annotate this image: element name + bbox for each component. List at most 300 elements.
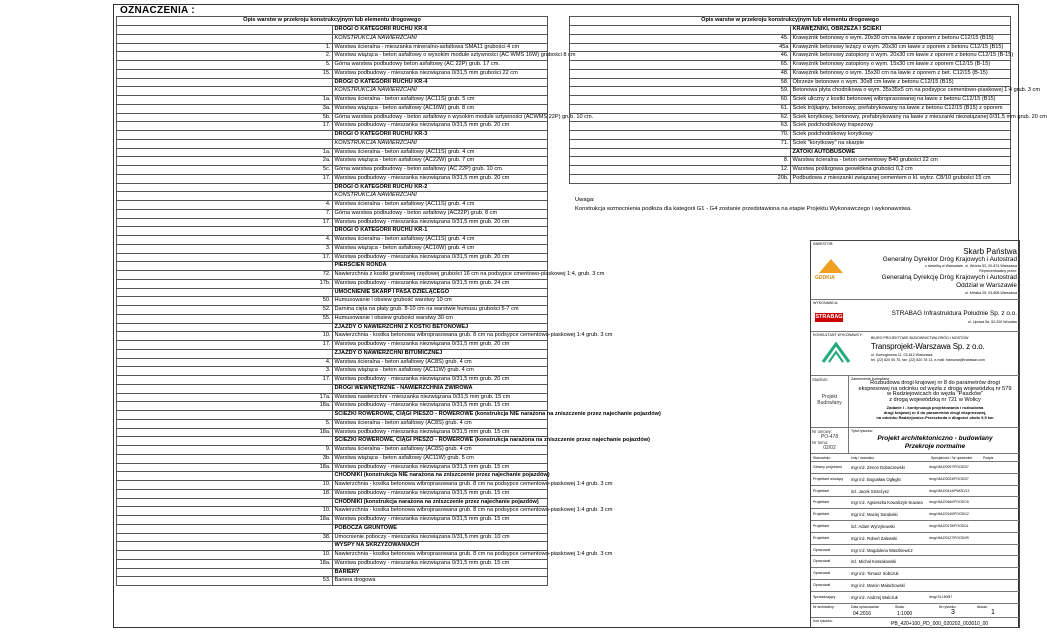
date-value: 04.2016 bbox=[853, 611, 872, 617]
table-row bbox=[117, 332, 548, 341]
row-number: 3. bbox=[117, 367, 333, 376]
row-description: Warstwa wiążąca - beton asfaltowy (AC16W) grub. 8 cm bbox=[332, 104, 548, 113]
row-description: POBOCZA GRUNTOWE bbox=[332, 524, 548, 533]
person-name: inż. Jacek Strzeżysz bbox=[851, 488, 889, 494]
row-number: 9. bbox=[117, 446, 333, 455]
row-description: Umocnienie poboczy - mieszanka niezwiązana 0/31,5 mm grub. 10 cm bbox=[332, 533, 548, 542]
row-description: Ściek "korytkowy" na skarpie bbox=[790, 139, 1011, 148]
row-number: 1a. bbox=[117, 96, 333, 105]
row-description: UMOCNIENIE SKARP I PASA DZIELĄCEGO bbox=[332, 288, 548, 297]
row-description: ŚCIEŻKI ROWEROWE, CIĄGI PIESZO - ROWEROWE (konstrukcja NIE narażona na zniszczenie przez najechanie pojazdów) bbox=[332, 411, 548, 420]
table-row bbox=[570, 157, 1011, 166]
person-role: Sprawdzający bbox=[813, 594, 836, 599]
person-row bbox=[811, 544, 1019, 556]
row-number bbox=[117, 34, 333, 43]
row-description: Obrzeże betonowe o wym. 30x8 cm ławie z betonu C12/15 (B15) bbox=[790, 78, 1011, 87]
scale-value: 1:1000 bbox=[897, 611, 913, 617]
row-description: Warstwa wiążąca - beton asfaltowy (AC16W) grub. 4 cm bbox=[332, 244, 548, 253]
row-number: 4. bbox=[117, 358, 333, 367]
designer-section bbox=[811, 331, 1019, 375]
person-name: mgr inż. Bogusław Ogłęgło bbox=[851, 476, 901, 482]
row-number bbox=[117, 183, 333, 192]
row-description: DROGI O KATEGORII RUCHU KR-3 bbox=[332, 131, 548, 140]
table-row bbox=[117, 419, 548, 428]
table-row bbox=[117, 166, 548, 175]
table-row bbox=[117, 201, 548, 210]
table-row bbox=[117, 279, 548, 288]
table-row bbox=[117, 358, 548, 367]
row-description: Warstwa ścieralna - beton asfaltowy (AC11S) grub. 4 cm bbox=[332, 236, 548, 245]
row-description: Betonowa płyta chodnikowa o wym. 35x35x5 cm na podsypce cementowo-piaskowej 1:4 grub. 3 cm bbox=[790, 87, 1011, 96]
person-name: mgr inż. Andrzej Walczuk bbox=[851, 594, 898, 600]
designer-label: KONSULTANT WYKONAWCY: bbox=[813, 333, 863, 337]
investor-label: INWESTOR: bbox=[813, 242, 834, 246]
person-spec: drogi MAZ/0460/POOD/15 bbox=[929, 500, 969, 505]
row-number bbox=[117, 323, 333, 332]
table-row bbox=[117, 349, 548, 358]
row-number: 45a bbox=[570, 43, 791, 52]
row-number: 53. bbox=[117, 577, 333, 586]
table-header: Opis warstw w przekroju konstrukcyjnym lub elementu drogowego bbox=[570, 17, 1011, 26]
table-row bbox=[117, 253, 548, 262]
sign-header: Podpis bbox=[983, 456, 994, 460]
legend-heading: OZNACZENIA : bbox=[120, 5, 195, 16]
row-number: 59. bbox=[570, 87, 791, 96]
table-row bbox=[570, 87, 1011, 96]
person-row bbox=[811, 473, 1019, 485]
row-description: ZJAZDY O NAWIERZCHNI BITUMICZNEJ bbox=[332, 349, 548, 358]
name-header: Imię i nazwisko bbox=[851, 456, 874, 460]
row-number: 17. bbox=[117, 253, 333, 262]
person-row bbox=[811, 496, 1019, 508]
row-number: 15. bbox=[117, 69, 333, 78]
table-row bbox=[117, 26, 548, 35]
contractor-section bbox=[811, 299, 1019, 331]
person-spec: drogi MAZ/0127/POOD/09 bbox=[929, 535, 969, 540]
table-row bbox=[117, 113, 548, 122]
person-row bbox=[811, 579, 1019, 591]
table-row bbox=[117, 288, 548, 297]
row-number: 18a. bbox=[117, 402, 333, 411]
row-number: 58. bbox=[570, 78, 791, 87]
archive-label: Nr archiwalny: bbox=[813, 605, 835, 609]
task-line-3: w Radziejowicach do węzła "Paszków" bbox=[887, 391, 983, 398]
row-number bbox=[117, 411, 333, 420]
transprojekt-logo-icon bbox=[823, 342, 849, 364]
row-description: Warstwa ścieralna - beton asfaltowy (AC8S) grub. 4 cm bbox=[332, 358, 548, 367]
row-number bbox=[117, 288, 333, 297]
row-number bbox=[570, 148, 791, 157]
revision-label: Aktual.: bbox=[977, 605, 989, 609]
row-description: Warstwa podbudowy - mieszanka niezwiązana 0/31,5 mm grub. 20 cm bbox=[332, 253, 548, 262]
table-row bbox=[117, 218, 548, 227]
table-row bbox=[570, 131, 1011, 140]
code-value: PB_420+100_PD_000_020202_003010_00 bbox=[891, 621, 989, 627]
person-name: mgr inż. Marcin Małachowski bbox=[851, 583, 905, 588]
table-row bbox=[117, 367, 548, 376]
row-description: Warstwa podbudowy - mieszanka niezwiązana 0/31,5 mm grubości 22 cm bbox=[332, 69, 548, 78]
row-description: Warstwa podbudowy - mieszanka niezwiązana 0/31,5 mm grub. 24 cm bbox=[332, 279, 548, 288]
table-row bbox=[117, 87, 548, 96]
row-description: Warstwa podbudowy - mieszanka niezwiązana 0/31,5 mm grub. 15 cm bbox=[332, 516, 548, 525]
scale-label: Skala: bbox=[895, 605, 905, 609]
row-number: 17. bbox=[117, 122, 333, 131]
row-description: Nawierzchnia - kostka betonowa wibroprasowana grub. 8 cm na podsypce cementowo-piaskowej 1:4 grub. 3 cm bbox=[332, 507, 548, 516]
table-row bbox=[570, 52, 1011, 61]
spec-header: Specjalność / Nr uprawnień bbox=[931, 456, 973, 460]
row-number: 18a. bbox=[117, 516, 333, 525]
row-number bbox=[117, 26, 333, 35]
table-row bbox=[570, 139, 1011, 148]
table-row bbox=[117, 34, 548, 43]
row-description: Warstwa podbudowy - mieszanka niezwiązana 0/31,5 mm grub. 20 cm bbox=[332, 376, 548, 385]
table-row bbox=[117, 78, 548, 87]
note-label: Uwaga: bbox=[575, 197, 595, 203]
table-row bbox=[117, 122, 548, 131]
date-label: Data opracowania: bbox=[851, 605, 880, 609]
row-number: 10. bbox=[117, 332, 333, 341]
table-row bbox=[117, 174, 548, 183]
table-row bbox=[117, 446, 548, 455]
person-name: mgr inż. Agnieszka Kowalczyk-Suwara bbox=[851, 500, 923, 506]
row-description: Warstwa podbudowy - mieszanka niezwiązana 0/31,5 mm grub. 20 cm bbox=[332, 218, 548, 227]
row-description: Ściek korytkowy, betonowy, prefabrykowany na ławie z mieszanki niezwiązanej 0/31,5 mm grub. 20 cm bbox=[790, 113, 1011, 122]
table-row bbox=[117, 244, 548, 253]
person-spec: drogi MAZ/0097/POOD/07 bbox=[929, 465, 969, 469]
note bbox=[575, 195, 912, 213]
table-row bbox=[570, 78, 1011, 87]
task-line-7: na odcinku Radziejowice-Przeszkoda o długości około 9,5 km bbox=[876, 415, 994, 421]
row-description: Warstwa ścieralna - beton asfaltowy (AC11S) grub. 5 cm bbox=[332, 96, 548, 105]
table-row bbox=[570, 148, 1011, 157]
row-description: Podbudowa z mieszanki związanej cementem o kl. wytrz. C8/10 grubości 15 cm bbox=[790, 174, 1011, 183]
row-number: 17b. bbox=[117, 279, 333, 288]
person-spec: drogi MAZ/0023/POOD/07 bbox=[929, 476, 969, 481]
row-description: KRAWĘŻNIKI, OBRZEŻA I ŚCIEKI bbox=[790, 26, 1011, 35]
person-spec: drogi MAZ/0140/POOD/12 bbox=[929, 512, 969, 517]
table-row bbox=[117, 96, 548, 105]
table-row bbox=[117, 157, 548, 166]
row-description: Ściek uliczny z kostki betonowej wibroprasowanej na ławie z betonu C12/15 (B15) bbox=[790, 96, 1011, 105]
row-description: DROGI O KATEGORII RUCHU KR-1 bbox=[332, 227, 548, 236]
table-row bbox=[117, 489, 548, 498]
folder-label: Nr tomu: bbox=[812, 440, 829, 445]
row-number: 18a. bbox=[117, 428, 333, 437]
person-name: mgr inż. Zenon Dobaczewski bbox=[851, 465, 905, 470]
row-number bbox=[117, 472, 333, 481]
row-number: 2. bbox=[117, 52, 333, 61]
row-number bbox=[117, 498, 333, 507]
contractor-address: ul. Lipowa 5a, 52-200 Wrocław bbox=[967, 320, 1017, 324]
person-row bbox=[811, 567, 1019, 579]
table-row bbox=[117, 262, 548, 271]
row-number bbox=[117, 139, 333, 148]
person-role: Projektant bbox=[813, 535, 830, 540]
table-row bbox=[117, 533, 548, 542]
table-header: Opis warstw w przekroju konstrukcyjnym lub elementu drogowego bbox=[117, 17, 548, 26]
person-role: Projektant bbox=[813, 488, 830, 493]
row-description: Warstwa podbudowy - mieszanka niezwiązana 0/31,5 mm grub. 15 cm bbox=[332, 489, 548, 498]
row-number: 60. bbox=[570, 96, 791, 105]
task-line-4: z drogą wojewódzką nr 721 w Wolicy bbox=[889, 396, 981, 403]
footer-meta bbox=[811, 603, 1019, 617]
row-number bbox=[117, 384, 333, 393]
row-description: CHODNIKI (konstrukcja narażona na zniszczenie przez najechanie pojazdów) bbox=[332, 498, 548, 507]
row-number: 5. bbox=[117, 61, 333, 70]
person-row bbox=[811, 555, 1019, 567]
row-number: 72. bbox=[117, 271, 333, 280]
row-number: 17. bbox=[117, 218, 333, 227]
task-line-1: Rozbudowa drogi krajowej nr 8 do parametrów drogi bbox=[870, 380, 1000, 386]
row-description: Górna warstwa podbudowy beton asfaltowy (AC 22P) grub. 17 cm. bbox=[332, 61, 548, 70]
table-row bbox=[117, 69, 548, 78]
person-row bbox=[811, 532, 1019, 544]
row-number: 3a. bbox=[117, 104, 333, 113]
row-number bbox=[117, 131, 333, 140]
gddkia-logo-icon bbox=[819, 259, 843, 273]
row-description: DROGI O KATEGORII RUCHU KR-6 bbox=[332, 26, 548, 35]
row-description: Warstwa ścieralna - mieszanka mineralno-asfaltowa SMA11 grubości 4 cm bbox=[332, 43, 548, 52]
drawing-title-label: Tytuł rysunku: bbox=[851, 429, 874, 433]
row-description: Warstwa nawierzchni - mieszanka niezwiązana 0/31,5 mm grub. 15 cm bbox=[332, 393, 548, 402]
row-description: Humusowanie i obsiew grubości warstwy 30 cm bbox=[332, 314, 548, 323]
row-description: KONSTRUKCJA NAWIERZCHNI bbox=[332, 139, 548, 148]
people-header bbox=[811, 453, 1019, 461]
row-number: 3b. bbox=[117, 454, 333, 463]
designer-line-2: Transprojekt-Warszawa Sp. z o.o. bbox=[871, 342, 985, 351]
row-description: Warstwa podbudowy - mieszanka niezwiązana 0/31,5 mm grub. 15 cm bbox=[332, 559, 548, 568]
row-description: DROGI WEWNĘTRZNE - NAWIERZCHNIA ŻWIROWA bbox=[332, 384, 548, 393]
person-row bbox=[811, 461, 1019, 473]
row-description: Nawierzchnia - kostka betonowa wibroprasowana grub. 8 cm na podsypce cementowo-piaskowej 1:4 grub. 3 cm bbox=[332, 332, 548, 341]
row-description: Nawierzchnia - kostka betonowa wibroprasowana grub. 8 cm na podsypce cementowo-piaskowej 1:4 grub. 3 cm bbox=[332, 551, 548, 560]
table-row bbox=[117, 577, 548, 586]
row-number: 12. bbox=[570, 166, 791, 175]
drawing-title-line-1: Projekt architektoniczno - budowlany bbox=[877, 435, 993, 442]
row-number: 17a. bbox=[117, 393, 333, 402]
table-row bbox=[117, 104, 548, 113]
person-spec: drogi St-150/87 bbox=[929, 594, 953, 599]
row-number: 7. bbox=[117, 209, 333, 218]
table-row bbox=[117, 139, 548, 148]
drawing-title-line-2: Przekroje normalne bbox=[904, 443, 966, 450]
table-row bbox=[117, 271, 548, 280]
contract-label: Nr umowy: bbox=[812, 429, 833, 434]
row-description: Warstwa poślizgowa geowłókna grubości 0,2 cm bbox=[790, 166, 1011, 175]
person-name: mgr inż. Maciej Sanduski bbox=[851, 512, 898, 518]
row-number: 10. bbox=[117, 551, 333, 560]
table-row bbox=[117, 61, 548, 70]
task-label: Zamierzenie budowlane: bbox=[851, 377, 891, 381]
person-row bbox=[811, 591, 1019, 603]
row-number: 50. bbox=[117, 297, 333, 306]
row-description: Krawężnik betonowy o wym. 20x30 cm na ławie z oporem z betonu C12/15 (B15) bbox=[790, 34, 1011, 43]
table-row bbox=[117, 314, 548, 323]
row-number: 18a. bbox=[117, 559, 333, 568]
person-name: inż. Adam Wyrzykowski bbox=[851, 524, 895, 529]
row-number: 65. bbox=[570, 61, 791, 70]
person-name: mgr inż. Robert Zalewski bbox=[851, 535, 898, 541]
row-description: Ściek podchodnikowy korytkowy bbox=[790, 131, 1011, 140]
row-description: Warstwa podbudowy - mieszanka niezwiązana 0/31,5 mm grub. 20 cm bbox=[332, 174, 548, 183]
table-row bbox=[117, 183, 548, 192]
row-number: 10. bbox=[117, 507, 333, 516]
row-description: Warstwa wiążąca - beton asfaltowy (AC11W) grub. 4 cm bbox=[332, 367, 548, 376]
row-number: 18a. bbox=[117, 463, 333, 472]
row-description: Warstwa podbudowy - mieszanka niezwiązana 0/31,5 mm grub. 20 cm bbox=[332, 341, 548, 350]
sheet-no-value: 3 bbox=[951, 609, 955, 616]
table-row bbox=[117, 297, 548, 306]
person-row bbox=[811, 508, 1019, 520]
title-block bbox=[810, 240, 1020, 628]
row-description: Krawężnik betonowy zatopiony o wym. 15x30 cm ławie z oporem C12/15 (B-15) bbox=[790, 61, 1011, 70]
table-row bbox=[570, 43, 1011, 52]
table-row bbox=[117, 323, 548, 332]
row-number bbox=[117, 262, 333, 271]
row-description: Warstwa podbudowy - mieszanka niezwiązana 0/31,5 mm grub. 15 cm bbox=[332, 463, 548, 472]
rep-label: Reprezentowany przez: bbox=[979, 269, 1017, 273]
table-row bbox=[117, 376, 548, 385]
table-row bbox=[117, 393, 548, 402]
task-line-2: ekspresowej na odcinku od węzła z drogą wojewódzką nr 579 bbox=[858, 385, 1012, 392]
project-section bbox=[811, 375, 1019, 427]
row-description: WYSPY NA SKRZYŻOWANIACH bbox=[332, 542, 548, 551]
task-text bbox=[851, 381, 1019, 420]
table-row bbox=[117, 52, 548, 61]
table-row bbox=[570, 96, 1011, 105]
row-description: Bariera drogowa bbox=[332, 577, 548, 586]
designer-line-3: ul. Kornuginowa 11, 03-612 Warszawa bbox=[871, 353, 933, 357]
investor-line-2: Generalny Dyrektor Dróg Krajowych i Autostrad bbox=[882, 256, 1017, 263]
contractor-label: WYKONAWCA: bbox=[813, 301, 839, 305]
note-text: Konstrukcja wzmocnienia podłoża dla kategorii G1 - G4 zostanie przedstawiona na etapie Projektu Wykonawczego i wykonawstwa. bbox=[575, 206, 912, 212]
row-number: 4. bbox=[117, 236, 333, 245]
table-row bbox=[570, 174, 1011, 183]
table-row bbox=[117, 498, 548, 507]
person-role: Projektant bbox=[813, 512, 830, 517]
table-row bbox=[117, 227, 548, 236]
row-description: KONSTRUKCJA NAWIERZCHNI bbox=[332, 87, 548, 96]
row-number bbox=[117, 542, 333, 551]
investor-line-3: z siedzibą w Warszawie, ul. Wronia 53, 00-874 Warszawa bbox=[925, 264, 1017, 268]
row-description: Darnina cięta na płaty grub. 8-10 cm na warstwie humusu grubości 5-7 cm bbox=[332, 306, 548, 315]
table-row bbox=[117, 559, 548, 568]
row-number bbox=[117, 437, 333, 446]
row-number: 70. bbox=[570, 131, 791, 140]
table-row bbox=[570, 113, 1011, 122]
table-row bbox=[117, 384, 548, 393]
table-row bbox=[117, 463, 548, 472]
row-description: Warstwa wiążąca - beton asfaltowy (AC22W) grub. 7 cm bbox=[332, 157, 548, 166]
person-role: Projektant bbox=[813, 500, 830, 505]
row-number: 2a. bbox=[117, 157, 333, 166]
row-number: 5c. bbox=[117, 166, 333, 175]
row-description: Warstwa podbudowy - mieszanka niezwiązana 0/31,5 mm grub. 15 cm bbox=[332, 402, 548, 411]
designer-line-1: BIURO PROJEKTOWE BUDOWNICTWA DRÓG I MOSTÓW bbox=[871, 336, 969, 340]
row-description: Warstwa ścieralna - beton asfaltowy (AC8S) grub. 4 cm bbox=[332, 419, 548, 428]
row-number bbox=[117, 227, 333, 236]
table-row bbox=[570, 104, 1011, 113]
person-role: Projektant wiodący bbox=[813, 476, 844, 481]
row-number: 45. bbox=[570, 34, 791, 43]
row-number: 61. bbox=[570, 104, 791, 113]
row-description: Warstwa ścieralna - beton cementowy B40 grubości 22 cm bbox=[790, 157, 1011, 166]
investor-line-4: Generalną Dyrekcję Dróg Krajowych i Autostrad bbox=[881, 274, 1017, 281]
person-spec: drogi MAZ/0178/POOD/11 bbox=[929, 524, 969, 528]
table-row bbox=[117, 148, 548, 157]
task-line-6: drogi krajowej nr 8 do parametrów drogi ekspresowej, bbox=[883, 410, 987, 416]
row-number: 17. bbox=[117, 174, 333, 183]
row-description: DROGI O KATEGORII RUCHU KR-2 bbox=[332, 183, 548, 192]
table-row bbox=[117, 454, 548, 463]
table-row bbox=[117, 437, 548, 446]
table-row bbox=[117, 306, 548, 315]
table-row bbox=[117, 481, 548, 490]
strabag-logo: STRABAG bbox=[815, 314, 843, 320]
stadium-value: Projekt Budowlany bbox=[817, 394, 842, 406]
investor-line-6: ul. Mińska 25, 03-808 Warszawa bbox=[965, 291, 1017, 295]
row-number: 63. bbox=[570, 122, 791, 131]
table-row bbox=[570, 26, 1011, 35]
row-description: BARIERY bbox=[332, 568, 548, 577]
row-number: 20b. bbox=[570, 174, 791, 183]
table-row bbox=[570, 34, 1011, 43]
row-description: Warstwa podbudowy - mieszanka niezwiązana 0/31,5 mm grub. 15 cm bbox=[332, 428, 548, 437]
row-description: ZJAZDY O NAWIERZCHNI Z KOSTKI BETONOWEJ bbox=[332, 323, 548, 332]
row-number bbox=[117, 78, 333, 87]
table-row bbox=[570, 122, 1011, 131]
row-number: 5b. bbox=[117, 113, 333, 122]
row-description: Ściek trójkątny, betonowy, prefabrykowany na ławie z betonu C12/15 (B15) z oporem bbox=[790, 104, 1011, 113]
table-row bbox=[117, 551, 548, 560]
row-description: Warstwa ścieralna - beton asfaltowy (AC8S) grub. 4 cm bbox=[332, 446, 548, 455]
table-row bbox=[570, 69, 1011, 78]
table-row bbox=[117, 209, 548, 218]
table-row bbox=[570, 166, 1011, 175]
row-description: PIERŚCIEŃ RONDA bbox=[332, 262, 548, 271]
row-description: Nawierzchnia z kostki granitowej rzędowej grubości 16 cm na podsypce cmentowo-piaskowej 1:4, grub. 3 cm bbox=[332, 271, 548, 280]
row-description: Warstwa wiążąca - beton asfaltowy (AC11W) grub. 5 cm bbox=[332, 454, 548, 463]
table-row bbox=[117, 542, 548, 551]
row-description: Warstwa podbudowy - mieszanka niezwiązana 0/31,5 mm grub. 20 cm bbox=[332, 122, 548, 131]
row-number bbox=[570, 26, 791, 35]
table-row bbox=[117, 131, 548, 140]
row-number: 55. bbox=[117, 314, 333, 323]
row-description: Nawierzchnia - kostka betonowa wibroprasowana grub. 8 cm na podsypce cementowo-piaskowej 1:4 grub. 3 cm bbox=[332, 481, 548, 490]
row-description: Górna warstwa podbudowy - beton asfaltowy (AC 22P) grub. 10 cm. bbox=[332, 166, 548, 175]
row-description: KONSTRUKCJA NAWIERZCHNI bbox=[332, 34, 548, 43]
row-number bbox=[117, 192, 333, 201]
row-number: 46. bbox=[570, 52, 791, 61]
folder-value: 02/02 bbox=[823, 445, 836, 451]
contractor-name: STRABAG Infrastruktura Południe Sp. z o.o. bbox=[891, 310, 1017, 317]
row-number: 1a. bbox=[117, 148, 333, 157]
row-number: 38. bbox=[117, 533, 333, 542]
row-description: Górna warstwa podbudowy - beton asfaltowy (AC22P) grub. 8 cm bbox=[332, 209, 548, 218]
row-description: ZATOKI AUTOBUSOWE bbox=[790, 148, 1011, 157]
row-description: Warstwa ścieralna - beton asfaltowy (AC11S) grub. 4 cm bbox=[332, 201, 548, 210]
person-role: Opracował bbox=[813, 559, 831, 564]
person-role: Projektant bbox=[813, 524, 830, 528]
code-label: Kod rysunku: bbox=[813, 619, 833, 623]
person-name: inż. Michał Kossakowski bbox=[851, 559, 897, 565]
table-row bbox=[117, 428, 548, 437]
designer-line-4: tel. (22) 820 05 75, fax: (22) 820 78 13, e-mail: transwar@transwar.com bbox=[871, 358, 985, 362]
row-description: Krawężnik betonowy leżący o wym. 20x30 cm ławie z oporem z betonu C12/15 (B15) bbox=[790, 43, 1011, 52]
row-number bbox=[117, 349, 333, 358]
row-description: Humusowanie i obsiew grubość warstwy 10 cm bbox=[332, 297, 548, 306]
row-number: 62. bbox=[570, 113, 791, 122]
